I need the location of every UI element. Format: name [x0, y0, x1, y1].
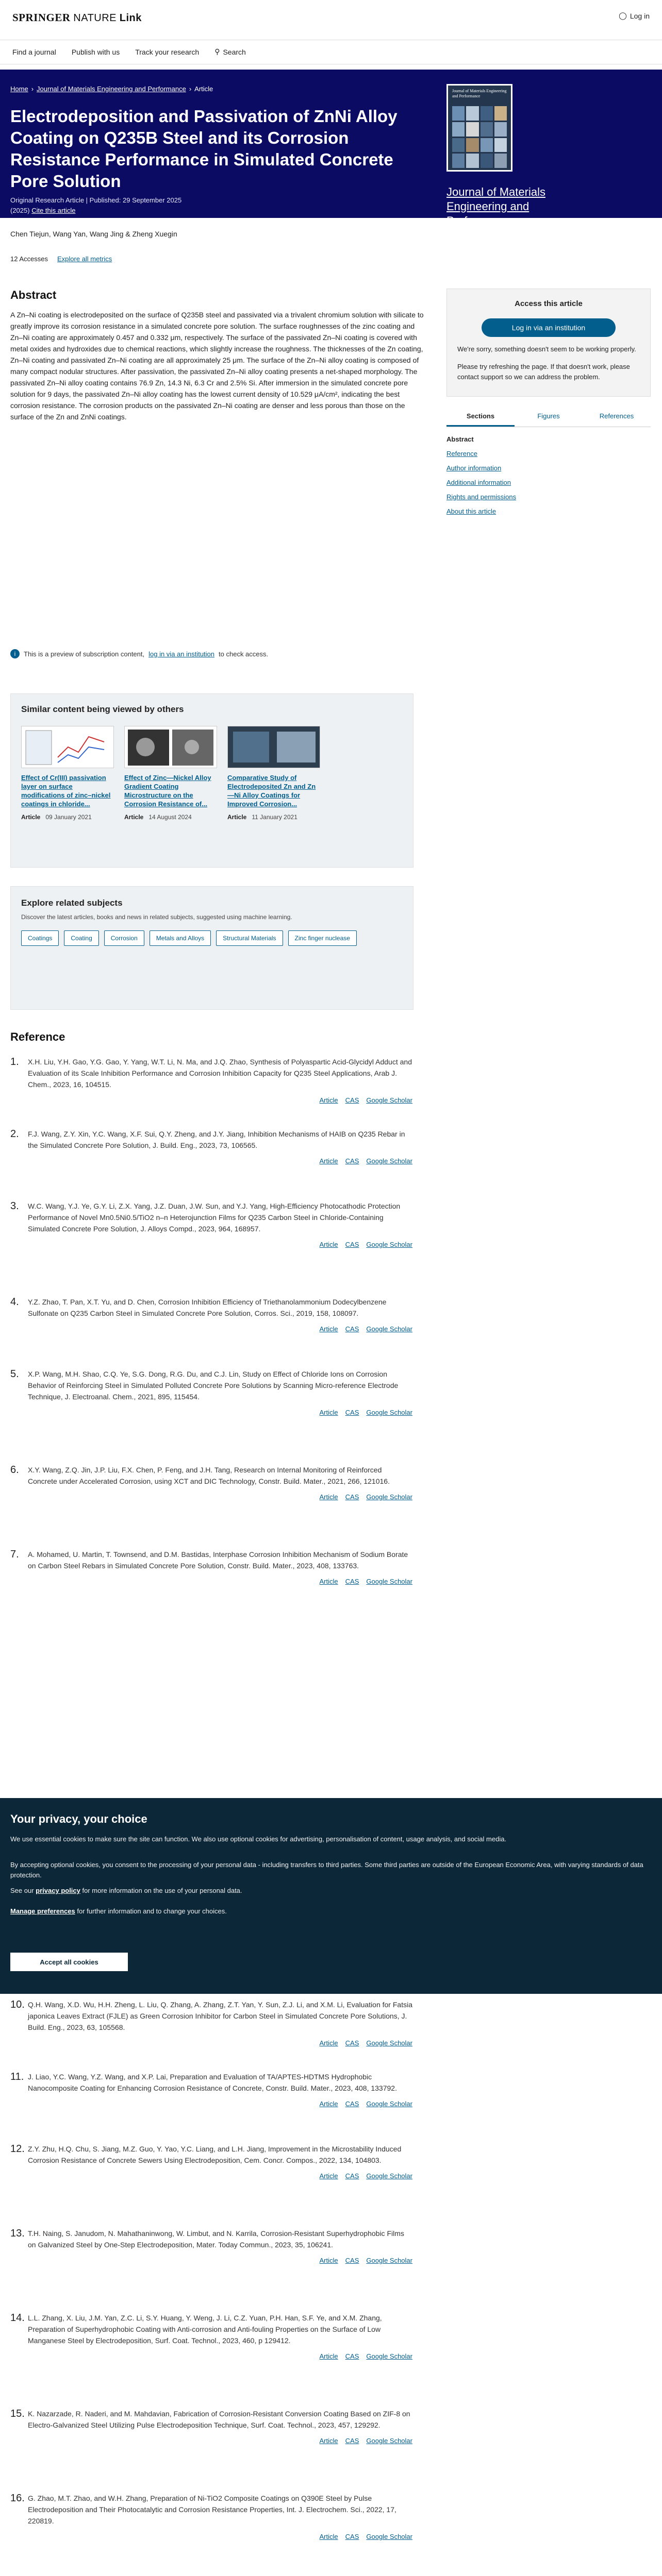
institution-login-link[interactable]: log in via an institution [148, 650, 215, 658]
reference-number: 16. [10, 2493, 25, 2504]
sidebar [446, 289, 651, 519]
reference-text: G. Zhao, M.T. Zhao, and W.H. Zhang, Preparation of Ni-TiO2 Composite Coatings on Q390E Steel by Pulse Electrodeposition and Their Photocatalytic and Corrosion Resistance Properties, Int. J. Electrochem. Sci., 2022, 17, 220819. [28, 2494, 396, 2525]
reference-number: 14. [10, 2312, 25, 2324]
reference-links [10, 1325, 412, 1333]
reference-cas-link[interactable]: CAS [345, 2039, 359, 2047]
reference-number: 5. [10, 1368, 19, 1380]
reference-links [10, 2437, 412, 2445]
reference-scholar-link[interactable]: Google Scholar [366, 2437, 412, 2445]
card-thumbnail [227, 726, 320, 768]
reference-article-link[interactable]: Article [319, 2100, 338, 2108]
reference-scholar-link[interactable]: Google Scholar [366, 2172, 412, 2180]
citation-short: (2025) [10, 207, 30, 214]
article-title: Electrodeposition and Passivation of ZnNi Alloy Coating on Q235B Steel and its Corrosion Resistance Performance in Simulated Concrete Pore Solution [10, 107, 398, 191]
reference-item [10, 1368, 412, 1416]
reference-scholar-link[interactable]: Google Scholar [366, 2257, 412, 2264]
institution-login-button[interactable]: Log in via an institution [482, 318, 616, 337]
reference-links [10, 1241, 412, 1248]
reference-text: X.Y. Wang, Z.Q. Jin, J.P. Liu, F.X. Chen, P. Feng, and J.H. Tang, Research on Internal Monitoring of Reinforced Concrete under Accelerated Corrosion, using XCT and DIC Technology, Constr. Build. Mater., 2021, 266, 121016. [28, 1466, 390, 1485]
breadcrumb-home[interactable]: Home [10, 85, 28, 93]
breadcrumb-separator: › [189, 85, 192, 93]
reference-article-link[interactable]: Article [319, 1493, 338, 1501]
breadcrumb-journal[interactable]: Journal of Materials Engineering and Performance [37, 85, 186, 93]
subject-chip[interactable]: Metals and Alloys [150, 930, 211, 946]
reference-article-link[interactable]: Article [319, 1157, 338, 1165]
reference-text: Z.Y. Zhu, H.Q. Chu, S. Jiang, M.Z. Guo, Y. Yao, Y.C. Liang, and L.H. Jiang, Improvement in the Microstability Induced Corrosion Resistance of Concrete Sewers Using Electrodeposition, Cem. Concr. Compos., 2022, 134, 104803. [28, 2145, 402, 2164]
reference-text: X.P. Wang, M.H. Shao, C.Q. Ye, S.G. Dong, R.G. Du, and C.J. Lin, Study on Effect of Chloride Ions on Corrosion Behavior of Reinforcing Steel in Simulated Polluted Concrete Pore Solutions by Scanning Micro-reference Electrode Technique, J. Electroanal. Chem., 2021, 895, 115454. [28, 1370, 399, 1401]
reference-number: 3. [10, 1200, 19, 1212]
reference-item [10, 1549, 412, 1585]
reference-scholar-link[interactable]: Google Scholar [366, 1493, 412, 1501]
accept-cookies-button[interactable]: Accept all cookies [10, 1953, 128, 1971]
reference-article-link[interactable]: Article [319, 1325, 338, 1333]
journal-cover[interactable] [446, 84, 512, 172]
reference-links [10, 2172, 412, 2180]
reference-item [10, 1999, 412, 2047]
reference-cas-link[interactable]: CAS [345, 2533, 359, 2540]
toc-additional-info[interactable]: Additional information [446, 479, 511, 486]
reference-text: L.L. Zhang, X. Liu, J.M. Yan, Z.C. Li, S.Y. Huang, Y. Weng, J. Li, C.Z. Yuan, P.H. Han, S.F. Ye, and X.M. Zhang, Preparation of Superhydrophobic Coating with Anti-corrosion and Anti-fouling Properties on the Surface of Low Manganese Steel by Electrodeposition, Surf. Coat. Technol., 2023, 460, p 129412. [28, 2314, 382, 2345]
cookie-heading: Your privacy, your choice [10, 1812, 147, 1825]
subject-chip[interactable]: Zinc finger nuclease [288, 930, 357, 946]
reference-text: K. Nazarzade, R. Naderi, and M. Mahdavian, Fabrication of Corrosion-Resistant Conversion Coating Based on ZIF-8 on Electro-Galvanized Steel Utilizing Pulse Electrodeposition Technique, Surf. Coat. Technol., 2023, 457, 129292. [28, 2410, 410, 2429]
reference-text: W.C. Wang, Y.J. Ye, G.Y. Li, Z.X. Yang, J.Z. Duan, J.W. Sun, and Y.J. Yang, High-Efficiency Photocathodic Protection Performance of Novel Mn0.5Ni0.5/TiO2 n–n Heterojunction Films for Q235 Carbon Steel in Chloride-Containing Simulated Concrete Pore Solution, J. Alloys Compd., 2023, 964, 168957. [28, 1202, 401, 1233]
error-message-detail: Please try refreshing the page. If that doesn't work, please contact support so we can address the problem. [457, 363, 630, 381]
reference-cas-link[interactable]: CAS [345, 1241, 359, 1248]
reference-text: Y.Z. Zhao, T. Pan, X.T. Yu, and D. Chen, Corrosion Inhibition Efficiency of Triethanolammonium Dodecylbenzene Sulfonate on Q235 Carbon Steel in Simulated Concrete Pore Solution, Corros. Sci., 2019, 158, 108097. [28, 1298, 387, 1317]
reference-scholar-link[interactable]: Google Scholar [366, 2533, 412, 2540]
reference-item [10, 2312, 412, 2360]
abstract-heading: Abstract [10, 289, 57, 301]
reference-item [10, 1128, 412, 1165]
explore-heading: Explore related subjects [21, 898, 123, 908]
subject-chip[interactable]: Coatings [21, 930, 59, 946]
reference-number: 2. [10, 1128, 19, 1140]
manage-preferences-link[interactable]: Manage preferences [10, 1907, 75, 1915]
card-type: Article [227, 814, 247, 821]
similar-card[interactable] [124, 726, 217, 821]
reference-item [10, 1296, 412, 1333]
similar-card[interactable] [227, 726, 320, 821]
reference-scholar-link[interactable]: Google Scholar [366, 1409, 412, 1416]
nav-publish[interactable]: Publish with us [71, 47, 120, 56]
reference-scholar-link[interactable]: Google Scholar [366, 1578, 412, 1585]
reference-article-link[interactable]: Article [319, 1409, 338, 1416]
reference-text: A. Mohamed, U. Martin, T. Townsend, and D.M. Bastidas, Interphase Corrosion Inhibition Mechanism of Sodium Borate on Carbon Steel Rebars in Simulated Concrete Pore Solution, Constr. Build. Mater., 2023, 408, 133763. [28, 1550, 408, 1570]
reference-article-link[interactable]: Article [319, 2437, 338, 2445]
reference-article-link[interactable]: Article [319, 1241, 338, 1248]
reference-item [10, 1200, 412, 1248]
reference-scholar-link[interactable]: Google Scholar [366, 2352, 412, 2360]
article-metrics [10, 255, 112, 263]
cookie-text-2: By accepting optional cookies, you consent to the processing of your personal data - including transfers to third parties. Some third parties are outside of the European Economic Area, with varying standards of data protection. [10, 1861, 643, 1879]
reference-scholar-link[interactable]: Google Scholar [366, 1325, 412, 1333]
cite-link[interactable]: Cite this article [31, 207, 76, 214]
references-heading: Reference [10, 1030, 65, 1043]
reference-article-link[interactable]: Article [319, 2257, 338, 2264]
reference-cas-link[interactable]: CAS [345, 2100, 359, 2108]
reference-links [10, 1578, 412, 1585]
search-icon: ⚲ [214, 47, 220, 56]
table-of-contents [446, 432, 651, 519]
card-type: Article [124, 814, 144, 821]
springer-nature-logo[interactable] [12, 11, 142, 24]
reference-number: 4. [10, 1296, 19, 1308]
login-link[interactable] [619, 11, 650, 20]
aims-scope-link[interactable]: Aims and scope [446, 225, 494, 233]
published-date: Published: 29 September 2025 [89, 196, 182, 204]
top-bar [0, 0, 662, 40]
reference-number: 15. [10, 2408, 25, 2419]
reference-text: Q.H. Wang, X.D. Wu, H.H. Zheng, L. Liu, Q. Zhang, A. Zhang, Z.T. Yan, Y. Sun, Z.J. Li, and X.M. Li, Evaluation for Fatsia japonica Leaves Extract (FJLE) as Green Corrosion Inhibitor for Carbon Steel in Simulated Concrete Pore Solutions, J. Build. Eng., 2023, 63, 105568. [28, 2001, 412, 2031]
toc-reference[interactable]: Reference [446, 450, 477, 457]
reference-links [10, 1157, 412, 1165]
reference-item [10, 2408, 412, 2445]
user-icon: ◯ [619, 11, 627, 20]
logo-suffix: Link [119, 12, 142, 24]
reference-article-link[interactable]: Article [319, 2533, 338, 2540]
cookie-p3-post: for more information on the use of your personal data. [82, 1887, 242, 1894]
reference-cas-link[interactable]: CAS [345, 2437, 359, 2445]
reference-item [10, 1056, 412, 1104]
reference-item [10, 1464, 412, 1501]
cover-title: Journal of Materials Engineering and Performance [452, 89, 507, 98]
reference-scholar-link[interactable]: Google Scholar [366, 2100, 412, 2108]
main-nav [12, 47, 246, 56]
sidebar-tabs [446, 407, 651, 427]
reference-cas-link[interactable]: CAS [345, 2172, 359, 2180]
toc-author-info[interactable]: Author information [446, 464, 502, 472]
reference-links [10, 2352, 412, 2360]
reference-cas-link[interactable]: CAS [345, 1578, 359, 1585]
author-list[interactable]: Chen Tiejun, Wang Yan, Wang Jing & Zheng Xuegin [10, 230, 177, 238]
login-label: Log in [630, 11, 650, 20]
reference-number: 1. [10, 1056, 19, 1067]
reference-scholar-link[interactable]: Google Scholar [366, 1241, 412, 1248]
explore-subtext: Discover the latest articles, books and news in related subjects, suggested using machine learning. [21, 913, 292, 921]
card-title[interactable]: Comparative Study of Electrodeposited Zn and Zn—Ni Alloy Coatings for Improved Corrosion... [227, 774, 316, 808]
reference-number: 11. [10, 2071, 24, 2082]
nav-track-research[interactable]: Track your research [135, 47, 200, 56]
toc-rights[interactable]: Rights and permissions [446, 493, 517, 501]
reference-item [10, 2071, 412, 2108]
breadcrumb [10, 85, 213, 93]
reference-scholar-link[interactable]: Google Scholar [366, 1157, 412, 1165]
reference-number: 7. [10, 1549, 19, 1560]
article-meta: Original Research Article | Published: 29 September 2025 (2025) Cite this article [10, 196, 182, 214]
reference-article-link[interactable]: Article [319, 2352, 338, 2360]
toc-abstract[interactable]: Abstract [446, 435, 474, 443]
reference-text: T.H. Naing, S. Janudom, N. Mahathaninwong, W. Limbut, and N. Karrila, Corrosion-Resistant Superhydrophobic Films on Galvanized Steel by One-Step Electrodeposition, Mater. Today Commun., 2023, 35, 106241. [28, 2229, 404, 2249]
reference-cas-link[interactable]: CAS [345, 2352, 359, 2360]
card-title[interactable]: Effect of Cr(III) passivation layer on surface modifications of zinc–nickel coatings in chloride... [21, 774, 111, 808]
reference-article-link[interactable]: Article [319, 1096, 338, 1104]
journal-links [446, 224, 502, 245]
reference-links [10, 2533, 412, 2540]
reference-article-link[interactable]: Article [319, 2172, 338, 2180]
card-thumbnail [124, 726, 217, 768]
reference-text: X.H. Liu, Y.H. Gao, Y.G. Gao, Y. Yang, W.T. Li, N. Ma, and J.Q. Zhao, Synthesis of Polyaspartic Acid-Glycidyl Adduct and Evaluation of its Scale Inhibition Performance and Corrosion Inhibition Capacity for Q235 Steel Applications, Arab J. Chem., 2023, 16, 104515. [28, 1058, 412, 1089]
similar-heading: Similar content being viewed by others [21, 704, 184, 714]
reference-links [10, 2100, 412, 2108]
subject-chip[interactable]: Structural Materials [216, 930, 283, 946]
reference-cas-link[interactable]: CAS [345, 1493, 359, 1501]
card-thumbnail [21, 726, 114, 768]
search-label: Search [223, 47, 246, 56]
privacy-policy-link[interactable]: privacy policy [36, 1887, 80, 1894]
similar-card[interactable] [21, 726, 114, 821]
journal-name[interactable] [446, 185, 570, 228]
reference-links [10, 1409, 412, 1416]
cookie-p3-pre: See our [10, 1887, 34, 1894]
similar-content-panel [10, 693, 413, 868]
reference-scholar-link[interactable]: Google Scholar [366, 2039, 412, 2047]
preview-text: This is a preview of subscription content, [24, 650, 145, 658]
access-heading: Access this article [515, 299, 583, 308]
article-type: Original Research Article [10, 196, 85, 204]
reference-item [10, 2493, 412, 2540]
subject-chip[interactable]: Corrosion [104, 930, 144, 946]
reference-links [10, 2257, 412, 2264]
breadcrumb-article: Article [194, 85, 213, 93]
manage-post-text: for further information and to change your choices. [77, 1907, 227, 1915]
reference-cas-link[interactable]: CAS [345, 2257, 359, 2264]
card-date: 11 January 2021 [252, 814, 297, 821]
card-type: Article [21, 814, 41, 821]
reference-number: 6. [10, 1464, 19, 1476]
card-date: 09 January 2021 [45, 814, 92, 821]
reference-links [10, 2039, 412, 2047]
cookie-banner [0, 1798, 662, 1994]
reference-number: 10. [10, 1999, 25, 2010]
logo-part2: NATURE [73, 12, 117, 24]
nav-find-journal[interactable]: Find a journal [12, 47, 56, 56]
reference-links [10, 1096, 412, 1104]
card-title[interactable]: Effect of Zinc—Nickel Alloy Gradient Coating Microstructure on the Corrosion Resistance of... [124, 774, 211, 808]
tab-references[interactable]: References [599, 412, 634, 420]
logo-part1: SPRINGER [12, 11, 71, 24]
cookie-text-1: We use essential cookies to make sure the site can function. We also use optional cookies for advertising, personalisation of content, usage analysis, and social media. [10, 1835, 507, 1843]
explore-metrics-link[interactable]: Explore all metrics [57, 255, 112, 263]
reference-text: F.J. Wang, Z.Y. Xin, Y.C. Wang, X.F. Sui, Q.Y. Zheng, and J.Y. Jiang, Inhibition Mechanisms of HAIB on Q235 Rebar in the Simulated Concrete Pore Solution, J. Build. Eng., 2023, 73, 106565. [28, 1130, 405, 1149]
submit-manuscript-link[interactable]: Submit manuscript [446, 235, 502, 243]
card-date: 14 August 2024 [148, 814, 192, 821]
tab-figures[interactable]: Figures [537, 412, 560, 420]
info-icon: i [10, 649, 20, 658]
subscription-preview-notice [10, 649, 412, 658]
abstract-text: A Zn–Ni coating is electrodeposited on the surface of Q235B steel and passivated via a trivalent chromium solution with silicate to greatly improve its corrosion resistance in a simulated concrete pore solution. The surface roughnesses of the zinc coating and Zn–Ni coating are approximately 0.457 and 0.332 μm, respectively. The surface of the passivated Zn–Ni coating is covered with metal oxides and hydroxides due to chemical reactions, which slightly increase the roughness. The thicknesses of the Zn coating, Zn–Ni coating and passivated Zn–Ni coating are all approximately 25 μm. The surface of the Zn–Ni alloy coating is composed of many compact nodular structures. After passivation, the passivated Zn–Ni alloy coating presents a net-shaped morphology. The passivated Zn–Ni alloy coating contains 76.9 Zn, 14.3 Ni, 6.3 Cr and 2.5% Si. After immersion in the simulated concrete pore solution for 9 days, the passivated Zn–Ni alloy coating has the lowest current density of 10.529 μA/cm², indicating the best corrosion resistance. The corrosion products on the passivated Zn–Ni coating are denser and less porous than those on the surface of the Zn and ZnNi coatings. [10, 311, 424, 421]
reference-links [10, 1493, 412, 1501]
cover-grid [452, 106, 507, 168]
cookie-text-3 [10, 1886, 650, 1896]
preview-suffix: to check access. [219, 650, 269, 658]
reference-cas-link[interactable]: CAS [345, 1096, 359, 1104]
reference-cas-link[interactable]: CAS [345, 1325, 359, 1333]
accesses-count: 12 Accesses [10, 255, 48, 263]
tab-sections[interactable]: Sections [446, 407, 515, 427]
error-message: We're sorry, something doesn't seem to be working properly. [457, 345, 636, 353]
search-button[interactable] [214, 47, 246, 56]
reference-article-link[interactable]: Article [319, 2039, 338, 2047]
reference-cas-link[interactable]: CAS [345, 1409, 359, 1416]
cookie-text-4 [10, 1906, 650, 1917]
explore-subjects-panel [10, 886, 413, 1010]
subject-chips [21, 930, 403, 946]
toc-about[interactable]: About this article [446, 507, 496, 515]
reference-item [10, 2143, 412, 2180]
reference-number: 13. [10, 2228, 25, 2239]
subject-chip[interactable]: Coating [64, 930, 98, 946]
breadcrumb-separator: › [31, 85, 34, 93]
reference-cas-link[interactable]: CAS [345, 1157, 359, 1165]
reference-text: J. Liao, Y.C. Wang, Y.Z. Wang, and X.P. Lai, Preparation and Evaluation of TA/APTES-HDTMS Hydrophobic Nanocomposite Coating for Enhancing Corrosion Resistance of Concrete, Constr. Build. Mater., 2023, 408, 133792. [28, 2073, 397, 2092]
reference-number: 12. [10, 2143, 25, 2155]
reference-scholar-link[interactable]: Google Scholar [366, 1096, 412, 1104]
journal-link[interactable]: Journal of Materials Engineering and Performance [446, 185, 545, 227]
access-box [446, 289, 651, 397]
reference-article-link[interactable]: Article [319, 1578, 338, 1585]
reference-item [10, 2228, 412, 2264]
